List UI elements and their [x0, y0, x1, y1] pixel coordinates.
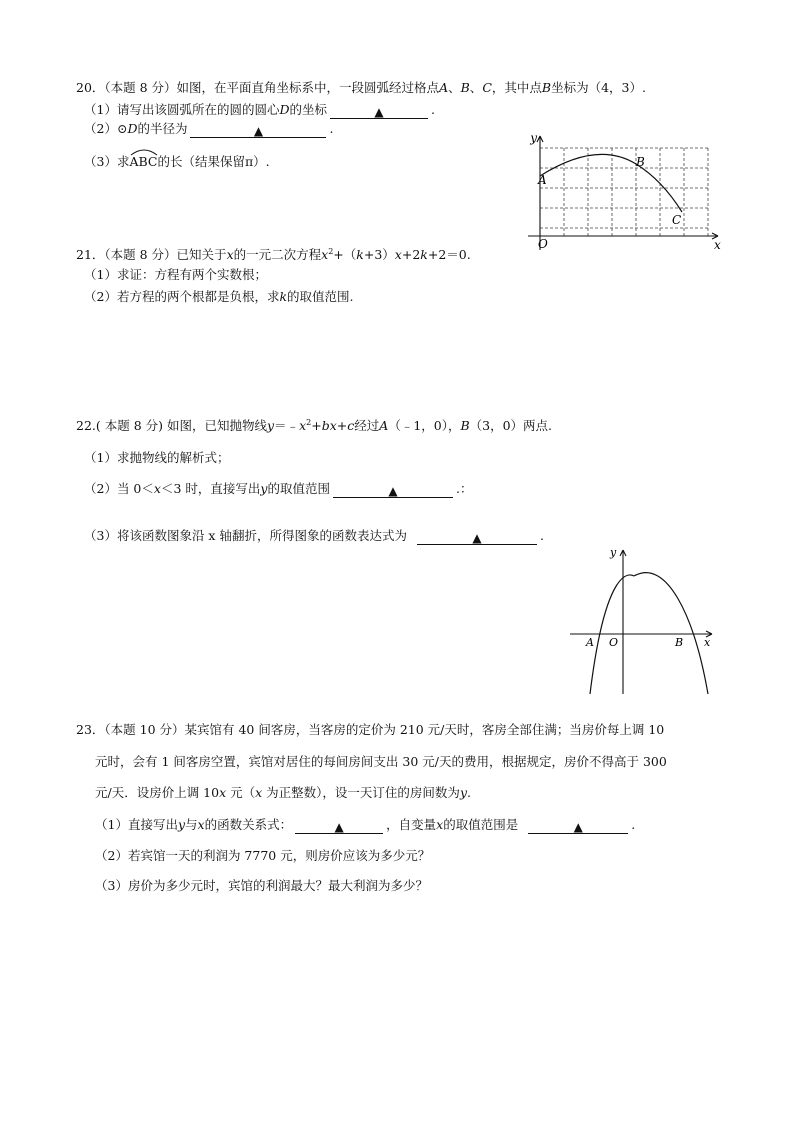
q20-part1: （1）请写出该圆弧所在的圆的圆心D的坐标 ▲ . [84, 102, 435, 119]
point-b-label: B [460, 80, 470, 95]
q23-answer-blank-1[interactable] [295, 820, 383, 834]
fig20-y-label: y [530, 131, 537, 145]
q23-line3: 元/天．设房价上调 10x 元（x 为正整数），设一天订住的房间数为y. [95, 785, 471, 800]
q23-part3: （3）房价为多少元时，宾馆的利润最大？最大利润为多少？ [95, 878, 428, 893]
point-c-label: C [482, 80, 492, 95]
q23-line2: 元时，会有 1 间客房空置，宾馆对居住的每间房间支出 30 元/天的费用，根据规定，房价不得高于 300 [95, 754, 667, 769]
q20-part3: （3）求 ABC的长（结果保留π）. [84, 154, 270, 170]
q20-heading: 20．（本题 8 分）如图，在平面直角坐标系中，一段圆弧经过格点A、B、C，其中点B坐标为（4，3）. [76, 80, 646, 95]
fig20-x-label: x [714, 238, 721, 252]
fig22-x-label: x [704, 636, 711, 649]
answer-marker-icon: ▲ [374, 105, 384, 119]
q23-part2: （2）若宾馆一天的利润为 7770 元，则房价应该为多少元？ [95, 848, 431, 863]
parabola [590, 573, 708, 694]
answer-marker-icon: ▲ [253, 124, 264, 138]
answer-marker-icon: ▲ [388, 484, 398, 498]
q20-part2: （2）⊙D的半径为 ▲ . [84, 121, 334, 138]
q20-figure [522, 128, 728, 258]
fig20-point-c: C [672, 213, 682, 227]
answer-marker-icon: ▲ [334, 820, 344, 834]
grid [540, 148, 708, 236]
q22-figure [566, 544, 722, 696]
q21-heading: 21．（本题 8 分）已知关于x的一元二次方程$x^2+(k+3)x+2k+2=0$. [76, 246, 471, 262]
q22-answer-blank-3[interactable] [417, 531, 537, 545]
fig22-point-a: A [586, 636, 594, 649]
q22-part1: （1）求抛物线的解析式； [84, 450, 230, 465]
q22-heading: 22.( 本题 8 分) 如图，已知抛物线$y=﹣x^2+bx+c$经过A（﹣1，0），B（3，0）两点. [76, 417, 553, 433]
fig20-point-a: A [538, 173, 547, 187]
q22-answer-blank-2[interactable] [333, 484, 453, 498]
q23-answer-blank-2[interactable] [528, 820, 628, 834]
q21-part1: （1）求证：方程有两个实数根； [84, 267, 267, 282]
answer-marker-icon: ▲ [472, 531, 482, 545]
q21-part2: （2）若方程的两个根都是负根，求k的取值范围. [84, 289, 354, 304]
q23-line1: 23．（本题 10 分）某宾馆有 40 间客房，当客房的定价为 210 元/天时，客房全部住满；当房价每上调 10 [76, 722, 665, 737]
fig22-origin-label: O [609, 636, 619, 649]
arc-abc [540, 154, 682, 212]
point-b-label-2: B [541, 80, 552, 95]
answer-marker-icon: ▲ [573, 820, 583, 834]
q23-part1: （1）直接写出y与x的函数关系式： ▲ ，自变量x的取值范围是 ▲ . [95, 817, 636, 834]
q20-answer-blank-2[interactable] [190, 124, 326, 138]
q22-part3: （3）将该函数图象沿 x 轴翻折，所得图象的函数表达式为 ▲ . [84, 528, 544, 545]
fig22-point-b: B [675, 636, 684, 649]
q22-part2: （2）当 0＜x＜3 时，直接写出y的取值范围 ▲ .： [84, 481, 473, 498]
fig20-point-b: B [636, 155, 645, 169]
point-a-label: A [439, 80, 449, 95]
fig20-origin-label: O [538, 237, 548, 251]
arc-abc-notation: ABC [129, 154, 157, 170]
fig22-y-label: y [610, 546, 617, 559]
q20-answer-blank-1[interactable] [330, 105, 428, 119]
